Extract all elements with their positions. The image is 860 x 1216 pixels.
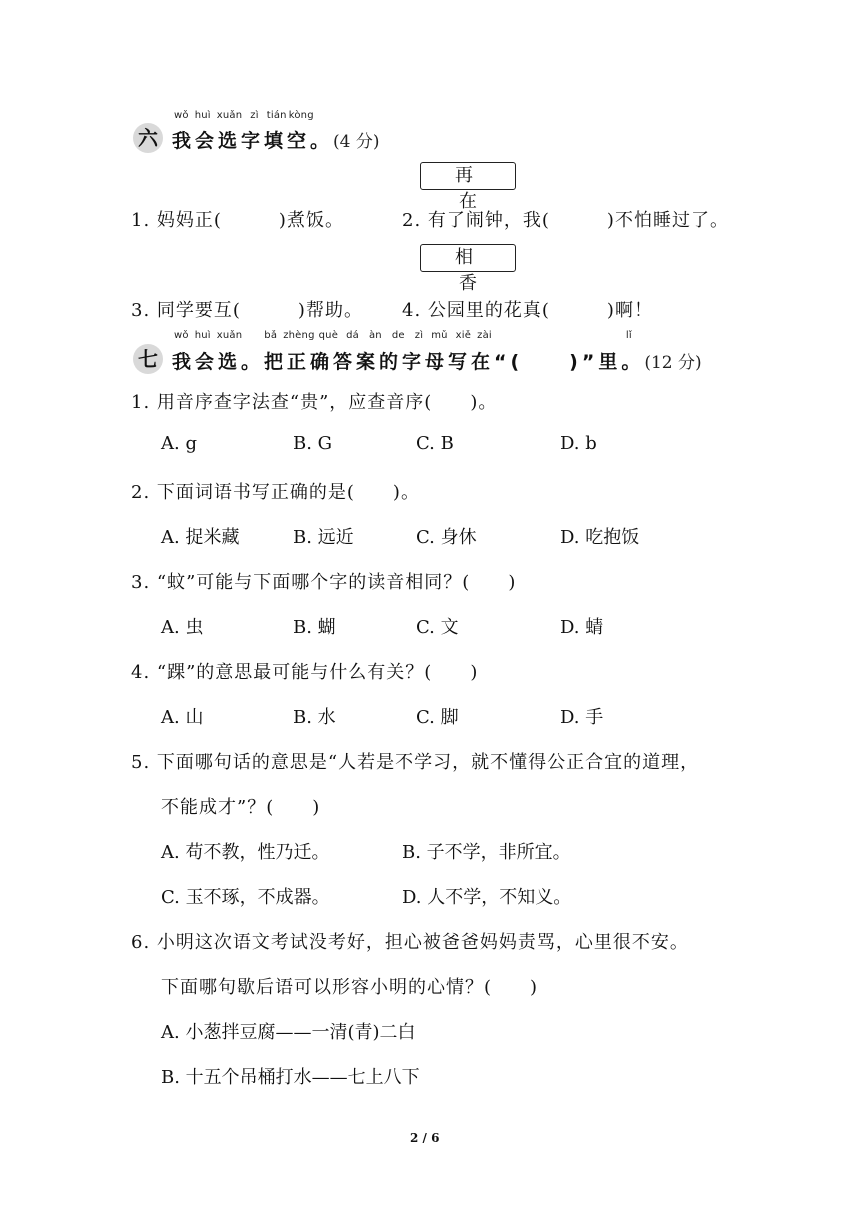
q3-option-a: A. 虫 (161, 617, 204, 638)
q1-option-d: D. b (560, 433, 597, 454)
section7-score: (12 分) (644, 353, 702, 373)
q1-option-a: A. g (161, 433, 197, 454)
section7-title: 我会选。把正确答案的字母写在“( )”里。(12 分) (172, 351, 702, 373)
question-4-stem: 4. “踝”的意思最可能与什么有关？( ) (131, 662, 479, 683)
section6-pinyin: wǒ huì xuǎn zì tián kòng (174, 110, 314, 121)
fill-line-4: 4. 公园里的花真( )啊！ (402, 300, 653, 321)
q4-option-c: C. 脚 (416, 707, 459, 728)
section6-score: (4 分) (333, 132, 380, 152)
wordbox-xiang: 相香 (420, 244, 516, 272)
fill-line-3: 3. 同学要互( )帮助。 (131, 300, 363, 321)
section7-number-badge: 七 (133, 344, 163, 374)
question-5-stem-line1: 5. 下面哪句话的意思是“人若是不学习，就不懂得公正合宜的道理， (131, 752, 700, 773)
q6-option-a: A. 小葱拌豆腐——一清(青)二白 (161, 1022, 416, 1043)
question-1-stem: 1. 用音序查字法查“贵”，应查音序( )。 (131, 392, 498, 413)
q5-option-c: C. 玉不琢，不成器。 (161, 887, 330, 908)
q3-option-b: B. 蝴 (293, 617, 336, 638)
q5-option-d: D. 人不学，不知义。 (402, 887, 572, 908)
q6-option-b: B. 十五个吊桶打水——七上八下 (161, 1067, 420, 1088)
question-6-stem-line1: 6. 小明这次语文考试没考好，担心被爸爸妈妈责骂，心里很不安。 (131, 932, 689, 953)
page-number: 2 / 6 (410, 1131, 440, 1145)
question-2-stem: 2. 下面词语书写正确的是( )。 (131, 482, 420, 503)
q1-option-c: C. B (416, 433, 454, 454)
section7-pinyin: wǒ huì xuǎn bǎ zhèng què dá àn de zì mǔ xiě zài lǐ (174, 330, 632, 341)
question-5-stem-line2: 不能成才”？( ) (161, 797, 321, 818)
q2-option-b: B. 远近 (293, 527, 354, 548)
q2-option-a: A. 捉米藏 (161, 527, 240, 548)
q1-option-b: B. G (293, 433, 333, 454)
q2-option-c: C. 身休 (416, 527, 477, 548)
q3-option-c: C. 文 (416, 617, 459, 638)
fill-line-1: 1. 妈妈正( )煮饭。 (131, 210, 344, 231)
fill-line-2: 2. 有了闹钟，我( )不怕睡过了。 (402, 210, 729, 231)
q4-option-d: D. 手 (560, 707, 604, 728)
q2-option-d: D. 吃抱饭 (560, 527, 640, 548)
q4-option-a: A. 山 (161, 707, 204, 728)
section6-number-badge: 六 (133, 123, 163, 153)
q5-option-a: A. 苟不教，性乃迁。 (161, 842, 330, 863)
q3-option-d: D. 蜻 (560, 617, 604, 638)
question-6-stem-line2: 下面哪句歇后语可以形容小明的心情？( ) (161, 977, 539, 998)
q4-option-b: B. 水 (293, 707, 336, 728)
wordbox-zai: 再在 (420, 162, 516, 190)
section6-title: 我会选字填空。(4 分) (172, 130, 380, 152)
question-3-stem: 3. “蚊”可能与下面哪个字的读音相同？( ) (131, 572, 517, 593)
q5-option-b: B. 子不学，非所宜。 (402, 842, 571, 863)
